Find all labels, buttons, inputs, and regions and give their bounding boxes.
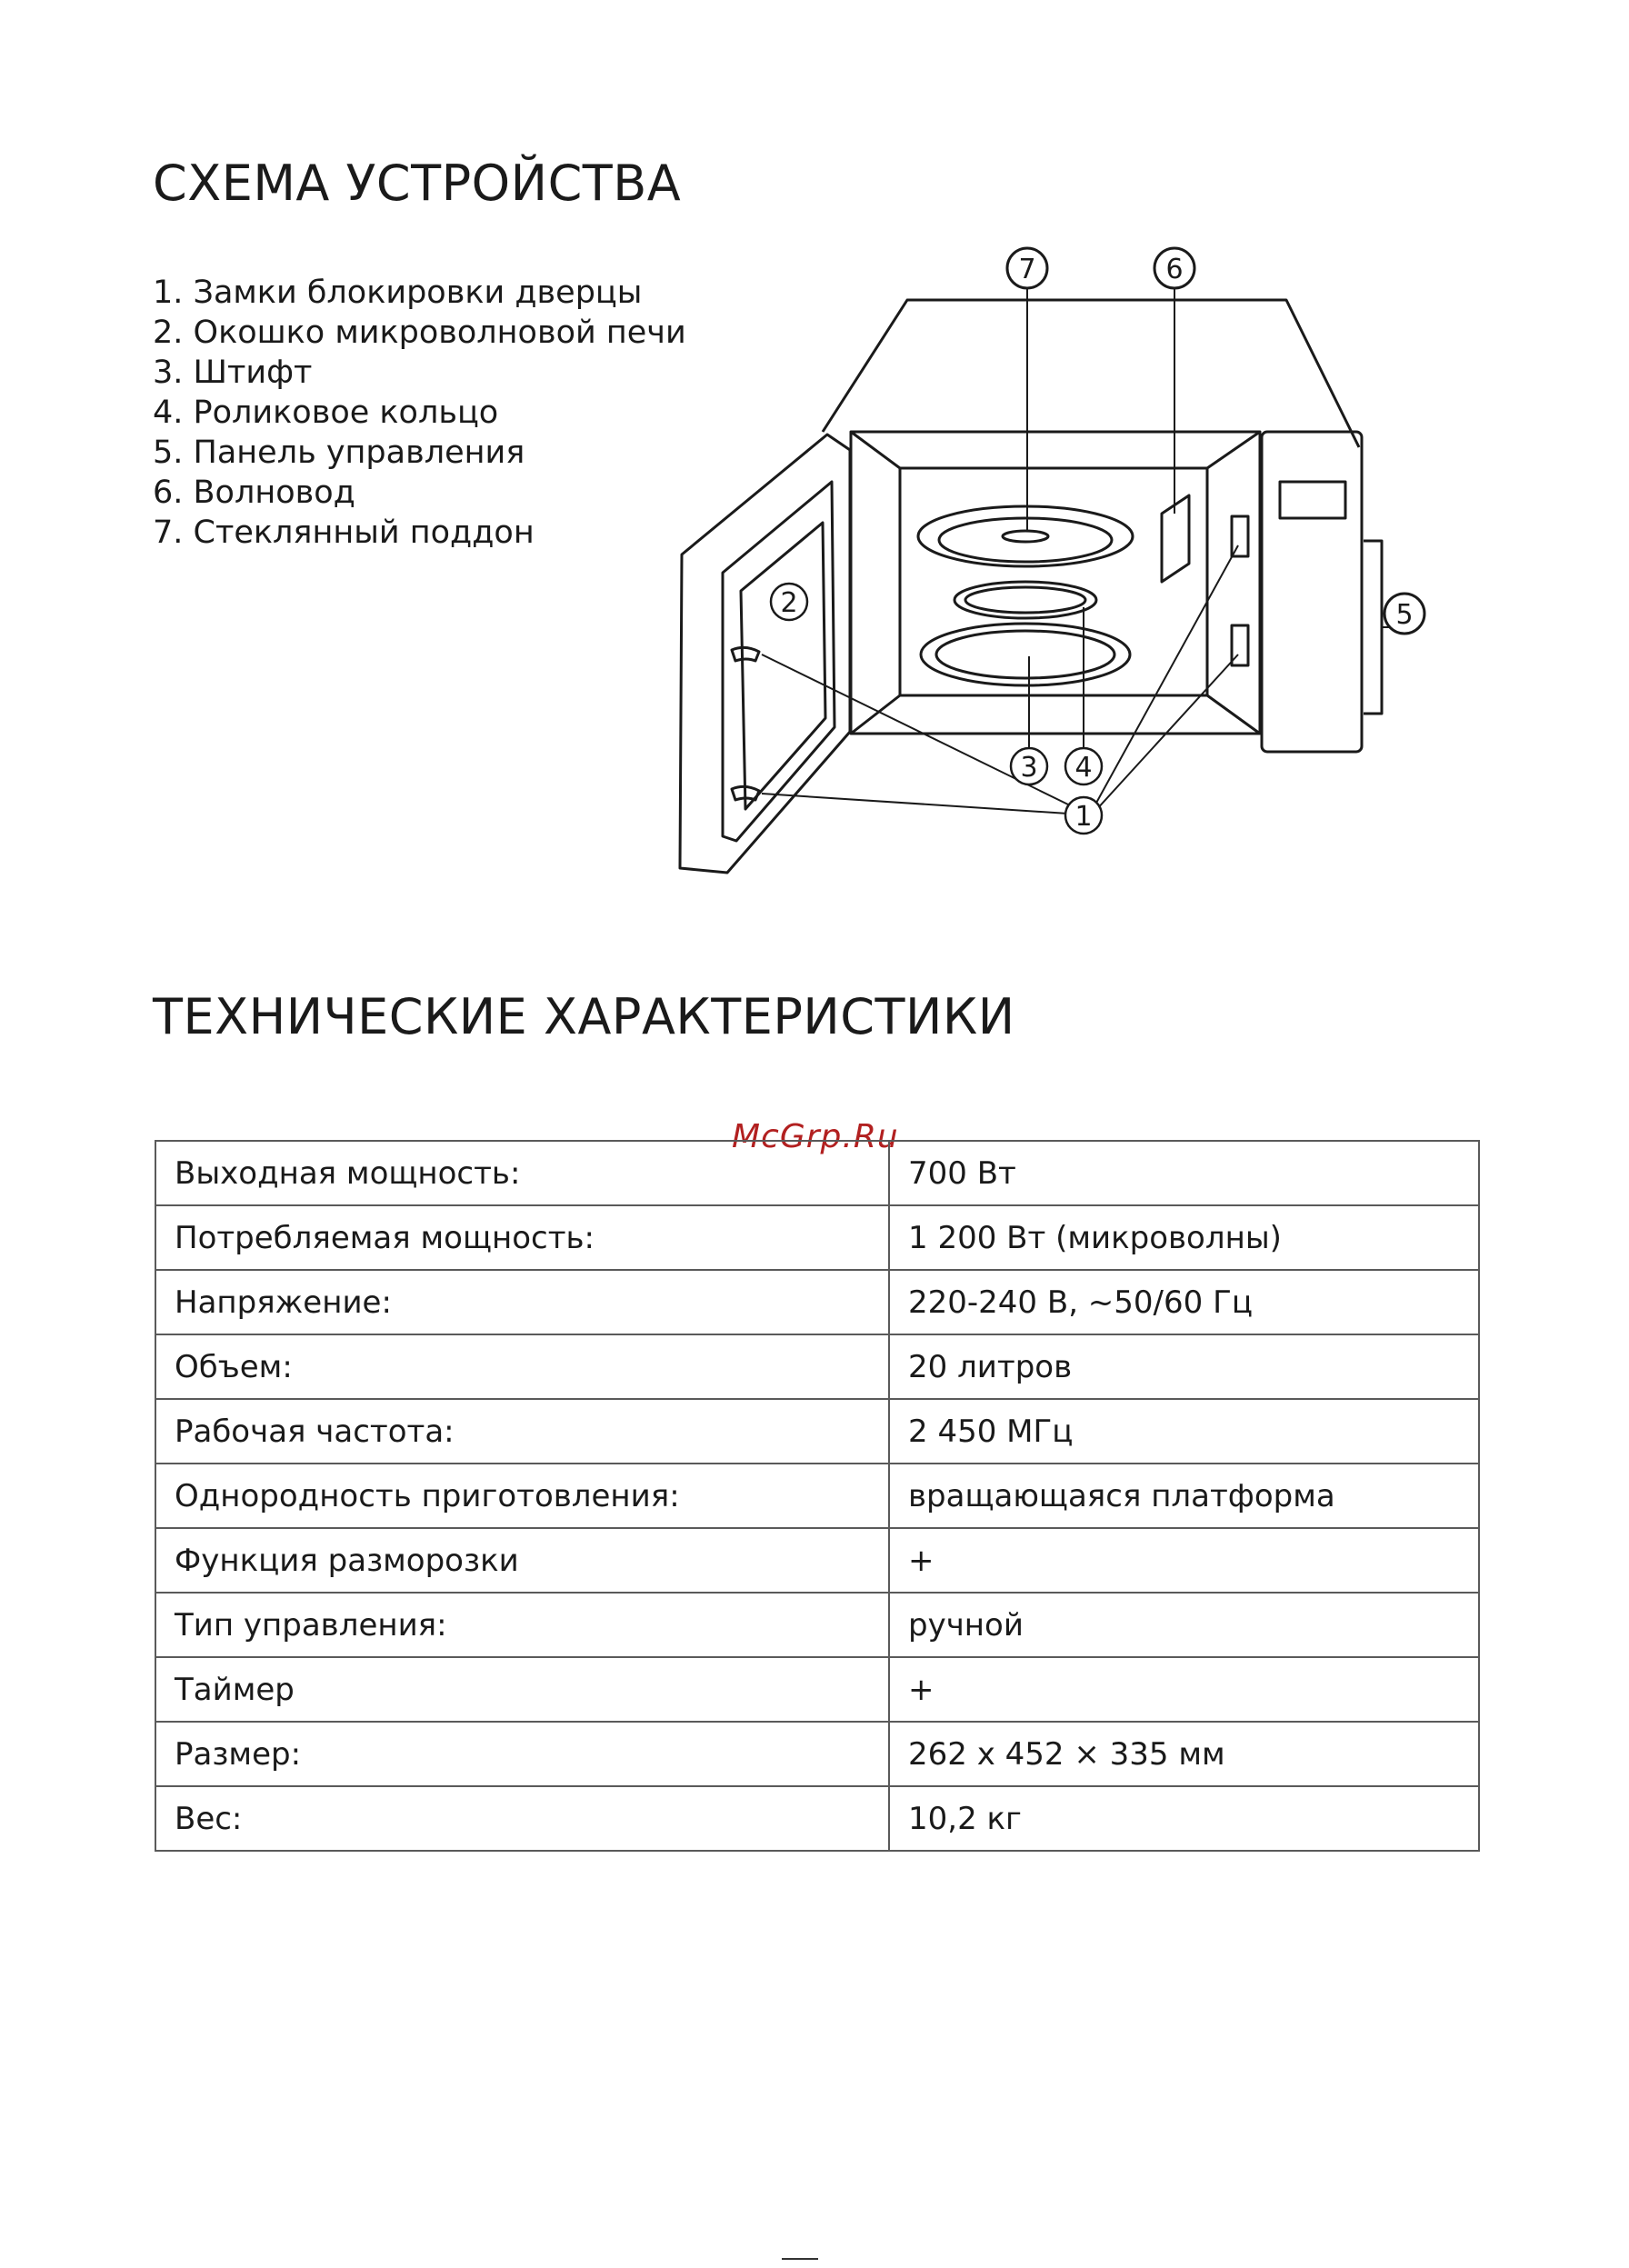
table-row	[155, 1786, 1479, 1851]
callout-label: 3	[1020, 752, 1038, 784]
microwave-top	[823, 300, 1359, 447]
callout-label: 6	[1165, 254, 1184, 285]
spec-value: 1 200 Вт (микроволны)	[889, 1205, 1479, 1270]
table-row	[155, 1464, 1479, 1528]
spec-value: 10,2 кг	[889, 1786, 1479, 1851]
list-item: 5. Панель управления	[153, 435, 525, 471]
list-item: 6. Волновод	[153, 475, 355, 511]
spec-value: +	[889, 1528, 1479, 1593]
spec-label: Рабочая частота:	[155, 1399, 889, 1464]
spec-value: 220-240 В, ~50/60 Гц	[889, 1270, 1479, 1334]
table-row	[155, 1399, 1479, 1464]
spec-label: Размер:	[155, 1722, 889, 1786]
section-title-scheme: СХЕМА УСТРОЙСТВА	[153, 155, 682, 212]
table-row	[155, 1205, 1479, 1270]
callout-label: 1	[1074, 801, 1093, 833]
spec-label: Напряжение:	[155, 1270, 889, 1334]
parts-list	[153, 273, 686, 553]
table-row	[155, 1722, 1479, 1786]
list-item: 4. Роликовое кольцо	[153, 395, 499, 431]
microwave-diagram	[664, 236, 1414, 891]
spec-label: Выходная мощность:	[155, 1141, 889, 1205]
callout-7	[1007, 248, 1047, 288]
callout-5	[1384, 594, 1424, 634]
table-row	[155, 1270, 1479, 1334]
list-item: 3. Штифт	[153, 355, 313, 391]
specs-table	[155, 1140, 1480, 1852]
callout-3	[1011, 748, 1047, 784]
table-row	[155, 1657, 1479, 1722]
spec-value: вращающаяся платформа	[889, 1464, 1479, 1528]
spec-value: 700 Вт	[889, 1141, 1479, 1205]
spec-label: Таймер	[155, 1657, 889, 1722]
watermark: McGrp.Ru	[732, 1118, 899, 1155]
spec-label: Однородность приготовления:	[155, 1464, 889, 1528]
glass-tray	[918, 506, 1133, 566]
spec-label: Вес:	[155, 1786, 889, 1851]
list-item: 7. Стеклянный поддон	[153, 515, 535, 551]
section-title-specs: ТЕХНИЧЕСКИЕ ХАРАКТЕРИСТИКИ	[153, 988, 1015, 1045]
spec-label: Потребляемая мощность:	[155, 1205, 889, 1270]
callout-2	[771, 584, 807, 620]
callout-4	[1065, 748, 1102, 784]
spec-label: Функция разморозки	[155, 1528, 889, 1593]
callout-1	[1065, 797, 1102, 834]
callout-label: 4	[1074, 752, 1093, 784]
spec-value: +	[889, 1657, 1479, 1722]
spec-value: 20 литров	[889, 1334, 1479, 1399]
spec-label: Тип управления:	[155, 1593, 889, 1657]
callout-6	[1154, 248, 1194, 288]
spec-value: ручной	[889, 1593, 1479, 1657]
table-row	[155, 1593, 1479, 1657]
table-row	[155, 1141, 1479, 1205]
callout-label: 7	[1018, 254, 1036, 285]
spec-value: 2 450 МГц	[889, 1399, 1479, 1464]
page-divider	[782, 2258, 818, 2260]
control-panel	[1262, 432, 1362, 752]
table-row	[155, 1334, 1479, 1399]
list-item: 1. Замки блокировки дверцы	[153, 275, 643, 311]
spec-value: 262 x 452 × 335 мм	[889, 1722, 1479, 1786]
table-row	[155, 1528, 1479, 1593]
spec-label: Объем:	[155, 1334, 889, 1399]
callout-label: 2	[780, 587, 798, 619]
callout-label: 5	[1395, 599, 1414, 631]
list-item: 2. Окошко микроволновой печи	[153, 315, 686, 351]
